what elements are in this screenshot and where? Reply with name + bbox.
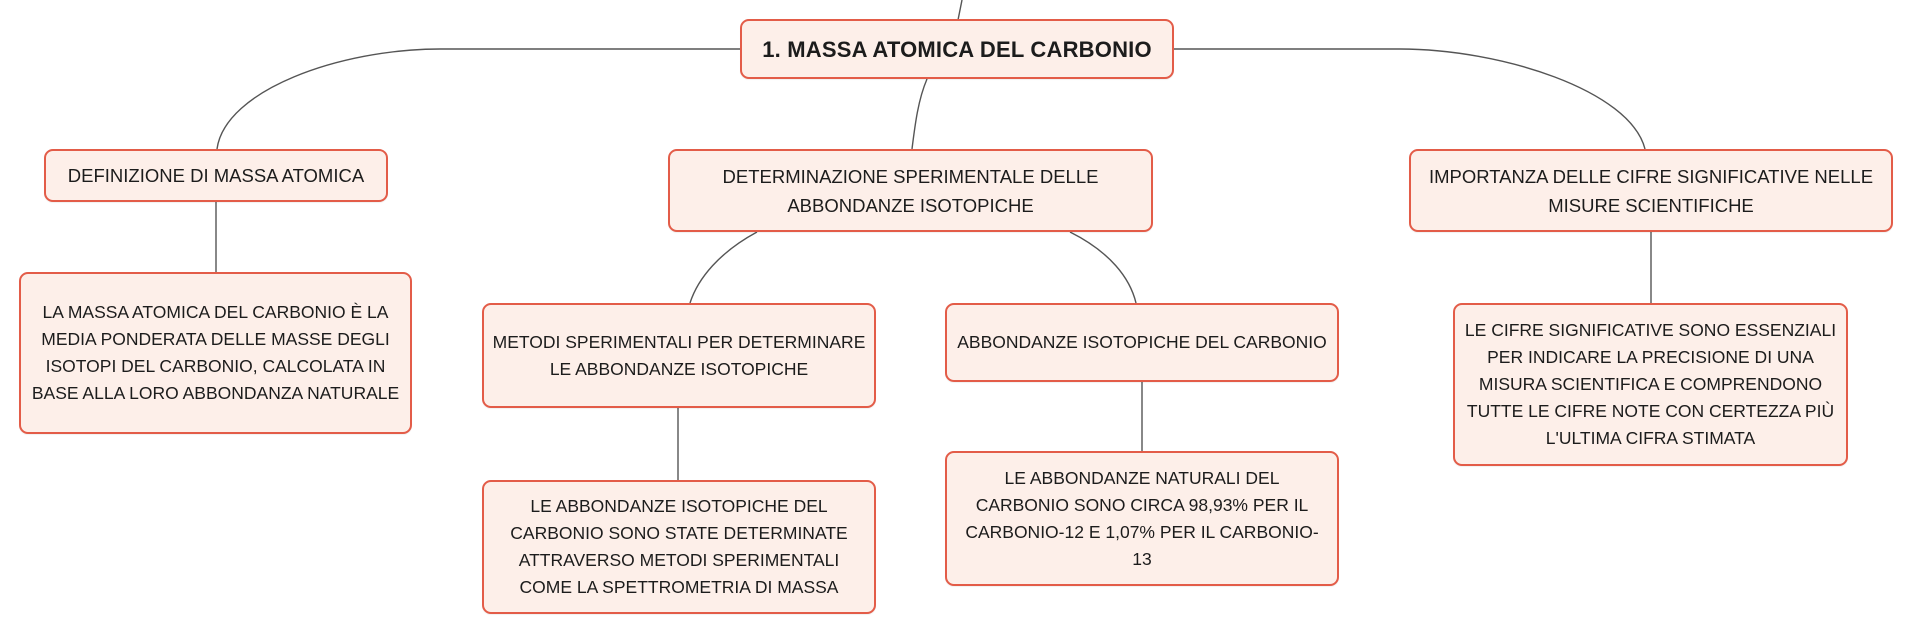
connector-root-definizione [217,49,740,149]
node-metodi[interactable] [482,303,876,408]
connector-root-determinazione [912,79,927,149]
node-definizione-detail[interactable] [19,272,412,434]
node-metodi-detail-text: LE ABBONDANZE ISOTOPICHE DEL CARBONIO SONO STATE DETERMINATE ATTRAVERSO METODI SPERIMENTALI COME LA SPETTROMETRIA DI MASSA [510,496,848,597]
node-abbondanze-detail[interactable] [945,451,1339,586]
node-importanza[interactable] [1409,149,1893,232]
node-abbondanze-label: ABBONDANZE ISOTOPICHE DEL CARBONIO [957,332,1327,352]
node-abbondanze-detail-text: LE ABBONDANZE NATURALI DEL CARBONIO SONO CIRCA 98,93% PER IL CARBONIO-12 E 1,07% PER IL CARBONIO-13 [965,467,1319,569]
node-importanza-detail-text: LE CIFRE SIGNIFICATIVE SONO ESSENZIALI PER INDICARE LA PRECISIONE DI UNA MISURA SCIENTIFICA E COMPRENDONO TUTTE LE CIFRE NOTE CON CERTEZZA PIÙ L'ULTIMA CIFRA STIMATA [1464,320,1837,448]
connector-incoming [958,0,962,20]
node-metodi-label: METODI SPERIMENTALI PER DETERMINARE LE ABBONDANZE ISOTOPICHE [492,331,866,379]
node-determinazione[interactable] [668,149,1153,232]
node-definizione-label: DEFINIZIONE DI MASSA ATOMICA [67,165,365,186]
node-definizione[interactable] [44,149,388,202]
node-abbondanze[interactable] [945,303,1339,382]
node-importanza-label: IMPORTANZA DELLE CIFRE SIGNIFICATIVE NELLE MISURE SCIENTIFICHE [1428,165,1874,216]
node-metodi-detail[interactable] [482,480,876,614]
node-importanza-detail[interactable] [1453,303,1848,466]
root-node-label: 1. MASSA ATOMICA DEL CARBONIO [762,36,1152,62]
connector-determinazione-metodi [690,232,757,303]
root-node[interactable] [740,19,1174,79]
node-determinazione-label: DETERMINAZIONE SPERIMENTALE DELLE ABBONDANZE ISOTOPICHE [722,165,1099,216]
node-definizione-detail-text: LA MASSA ATOMICA DEL CARBONIO È LA MEDIA PONDERATA DELLE MASSE DEGLI ISOTOPI DEL CARBONIO, CALCOLATA IN BASE ALLA LORO ABBONDANZA NATURALE [31,302,400,403]
connector-root-importanza [1172,49,1645,149]
connector-determinazione-abbondanze [1070,232,1136,303]
